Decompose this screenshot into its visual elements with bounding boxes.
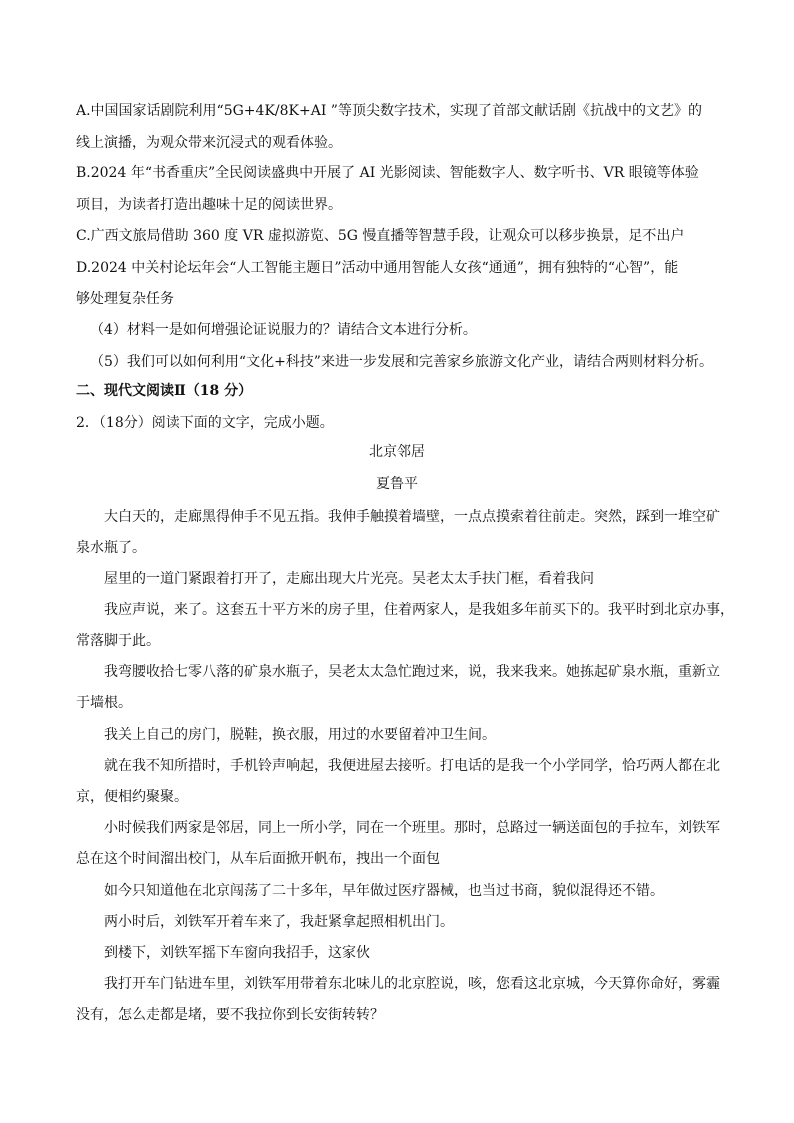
paragraph-1-line-2: 泉水瓶了。 (76, 540, 146, 556)
paragraph-11-line-1: 我打开车门钻进车里，刘铁军用带着东北味儿的北京腔说，咳，您看这北京城，今天算你命好，雾霾 (104, 976, 720, 992)
option-c-line-1: C.广西文旅局借助 360 度 VR 虚拟游览、5G 慢直播等智慧手段，让观众可以移步换景，足不出户 (76, 228, 685, 244)
paragraph-4-line-2: 于墙根。 (76, 695, 132, 711)
paragraph-9: 两小时后，刘铁军开着车来了，我赶紧拿起照相机出门。 (104, 914, 454, 930)
paragraph-8: 如今只知道他在北京闯荡了二十多年，早年做过医疗器械，也当过书商，貌似混得还不错。 (104, 883, 664, 899)
section-heading: 二、现代文阅读Ⅱ（18 分） (76, 383, 253, 399)
paragraph-4-line-1: 我弯腰收拾七零八落的矿泉水瓶子，吴老太太急忙跑过来，说，我来我来。她拣起矿泉水瓶，重新立 (104, 664, 720, 680)
paragraph-2: 屋里的一道门紧跟着打开了，走廊出现大片光亮。吴老太太手扶门框，看着我问 (104, 571, 594, 587)
paragraph-7-line-2: 总在这个时间溜出校门，从车后面掀开帆布，拽出一个面包 (76, 851, 440, 867)
paragraph-5: 我关上自己的房门，脱鞋，换衣服，用过的水要留着冲卫生间。 (104, 727, 496, 743)
paragraph-7-line-1: 小时候我们两家是邻居，同上一所小学，同在一个班里。那时，总路过一辆送面包的手拉车，刘铁军 (104, 820, 720, 836)
question-5: （5）我们可以如何利用“文化+科技”来进一步发展和完善家乡旅游文化产业，请结合两则材料分析。 (90, 354, 713, 370)
option-d-line-2: 够处理复杂任务 (76, 291, 174, 307)
paragraph-3-line-1: 我应声说，来了。这套五十平方米的房子里，住着两家人，是我姐多年前买下的。我平时到北京办事， (104, 602, 734, 618)
article-author: 夏鲁平 (376, 476, 418, 492)
paragraph-6-line-1: 就在我不知所措时，手机铃声响起，我便进屋去接听。打电话的是我一个小学同学，恰巧两人都在北 (104, 758, 720, 774)
section-question: 2．（18分）阅读下面的文字，完成小题。 (76, 415, 334, 431)
question-4: （4）材料一是如何增强论证说服力的？请结合文本进行分析。 (90, 322, 477, 338)
paragraph-3-line-2: 常落脚于此。 (76, 633, 160, 649)
option-d-line-1: D.2024 中关村论坛年会“人工智能主题日”活动中通用智能人女孩“通通”，拥有独特的“心智”，能 (76, 260, 679, 276)
paragraph-1-line-1: 大白天的，走廊黑得伸手不见五指。我伸手触摸着墙壁，一点点摸索着往前走。突然，踩到一堆空矿 (104, 509, 720, 525)
option-a-line-1: A.中国国家话剧院利用“5G+4K/8K+AI ”等顶尖数字技术，实现了首部文献话剧《抗战中的文艺》的 (76, 103, 702, 119)
article-title: 北京邻居 (369, 444, 425, 460)
paragraph-6-line-2: 京，便相约聚聚。 (76, 789, 188, 805)
option-b-line-2: 项目，为读者打造出趣味十足的阅读世界。 (76, 197, 342, 213)
option-b-line-1: B.2024 年“书香重庆”全民阅读盛典中开展了 AI 光影阅读、智能数字人、数字听书、VR 眼镜等体验 (76, 165, 699, 181)
paragraph-11-line-2: 没有，怎么走都是堵，要不我拉你到长安街转转？ (76, 1007, 384, 1023)
option-a-line-2: 线上演播，为观众带来沉浸式的观看体验。 (76, 135, 342, 151)
paragraph-10: 到楼下，刘铁军摇下车窗向我招手，这家伙 (104, 945, 370, 961)
